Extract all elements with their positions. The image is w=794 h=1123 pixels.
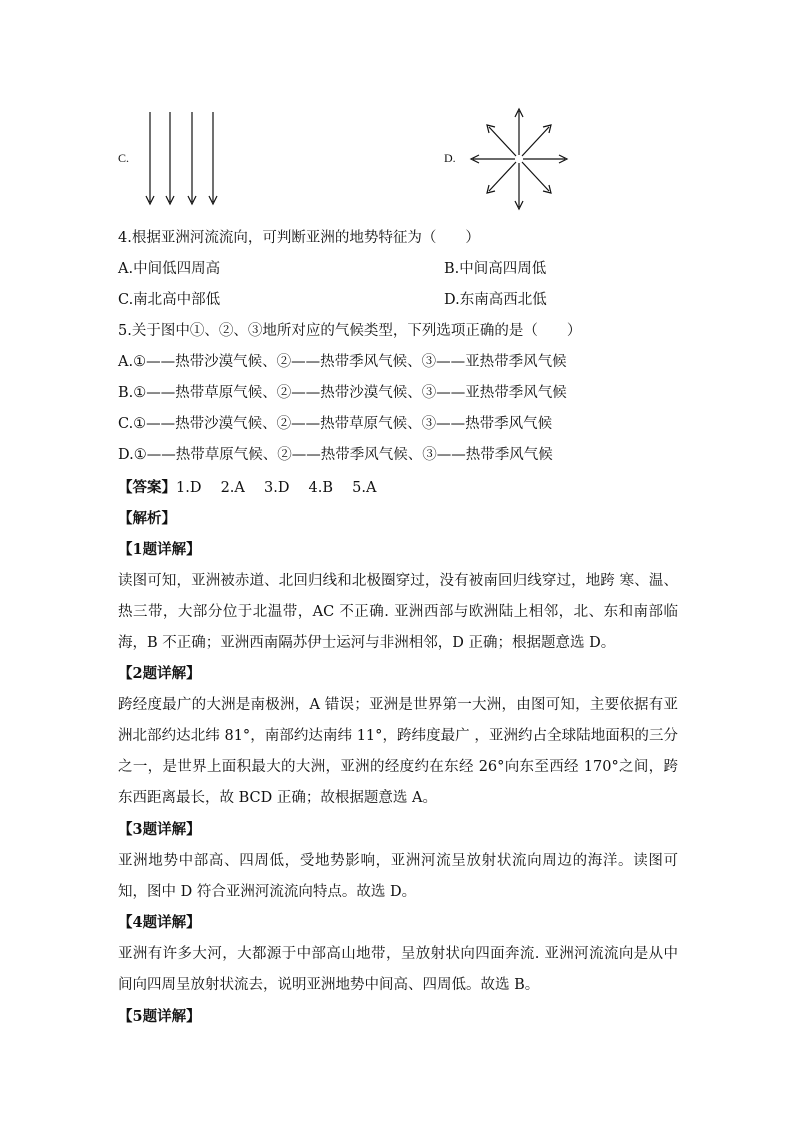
- radial-outward-arrows-figure: [470, 106, 570, 214]
- q4-option-c: C.南北高中部低: [118, 292, 221, 308]
- answer-line: [118, 478, 376, 498]
- answer-values: 1.D 2.A 3.D 4.B 5.A: [176, 480, 377, 496]
- detail-3-title: 【3题详解】: [118, 821, 201, 838]
- q5-stem: 5.关于图中①、②、③地所对应的气候类型，下列选项正确的是（ ）: [118, 323, 582, 339]
- q5-option-c: C.①——热带沙漠气候、②——热带草原气候、③——热带季风气候: [118, 416, 553, 432]
- detail-1-text: 读图可知，亚洲被赤道、北回归线和北极圈穿过，没有被南回归线穿过，地跨 寒、温、热三带，大部分位于北温带，AC 不正确. 亚洲西部与欧洲陆上相邻，北、东和南部临海，B 不正确；亚洲西南隔苏伊士运河与非洲相邻，D 正确；根据题意选 D。: [118, 573, 678, 651]
- detail-1-title: 【1题详解】: [118, 541, 201, 558]
- answer-label: 【答案】: [118, 479, 176, 496]
- q4-option-d: D.东南高西北低: [444, 292, 547, 308]
- detail-2-text: 跨经度最广的大洲是南极洲，A 错误；亚洲是世界第一大洲，由图可知，主要依据有亚洲北部约达北纬 81°，南部约达南纬 11°，跨纬度最广 ，亚洲约占全球陆地面积的三分之一，是世界上面积最大的大洲，亚洲的经度约在东经 26°向东至西经 170°之间，跨东西距离最长，故 BCD 正确；故根据题意选 A。: [118, 697, 678, 806]
- q4-option-b: B.中间高四周低: [444, 261, 547, 277]
- detail-5-title: 【5题详解】: [118, 1008, 201, 1025]
- detail-4-title: 【4题详解】: [118, 914, 201, 931]
- detail-4-text: 亚洲有许多大河，大都源于中部高山地带，呈放射状向四面奔流. 亚洲河流流向是从中间向四周呈放射状流去，说明亚洲地势中间高、四周低。故选 B。: [118, 946, 678, 993]
- analysis-label: 【解析】: [118, 510, 176, 527]
- q5-option-d: D.①——热带草原气候、②——热带季风气候、③——热带季风气候: [118, 447, 553, 463]
- q5-option-b: B.①——热带草原气候、②——热带沙漠气候、③——亚热带季风气候: [118, 385, 567, 401]
- figure-d-label: D.: [444, 151, 456, 165]
- q4-option-a: A.中间低四周高: [118, 261, 221, 277]
- figure-c-label: C.: [118, 151, 130, 165]
- q4-stem: 4.根据亚洲河流流向，可判断亚洲的地势特征为（ ）: [118, 230, 480, 246]
- detail-2-title: 【2题详解】: [118, 665, 201, 682]
- detail-3-text: 亚洲地势中部高、四周低，受地势影响，亚洲河流呈放射状流向周边的海洋。读图可知，图中 D 符合亚洲河流流向特点。故选 D。: [118, 853, 678, 900]
- q5-option-a: A.①——热带沙漠气候、②——热带季风气候、③——亚热带季风气候: [118, 354, 567, 370]
- parallel-down-arrows-figure: [140, 110, 230, 210]
